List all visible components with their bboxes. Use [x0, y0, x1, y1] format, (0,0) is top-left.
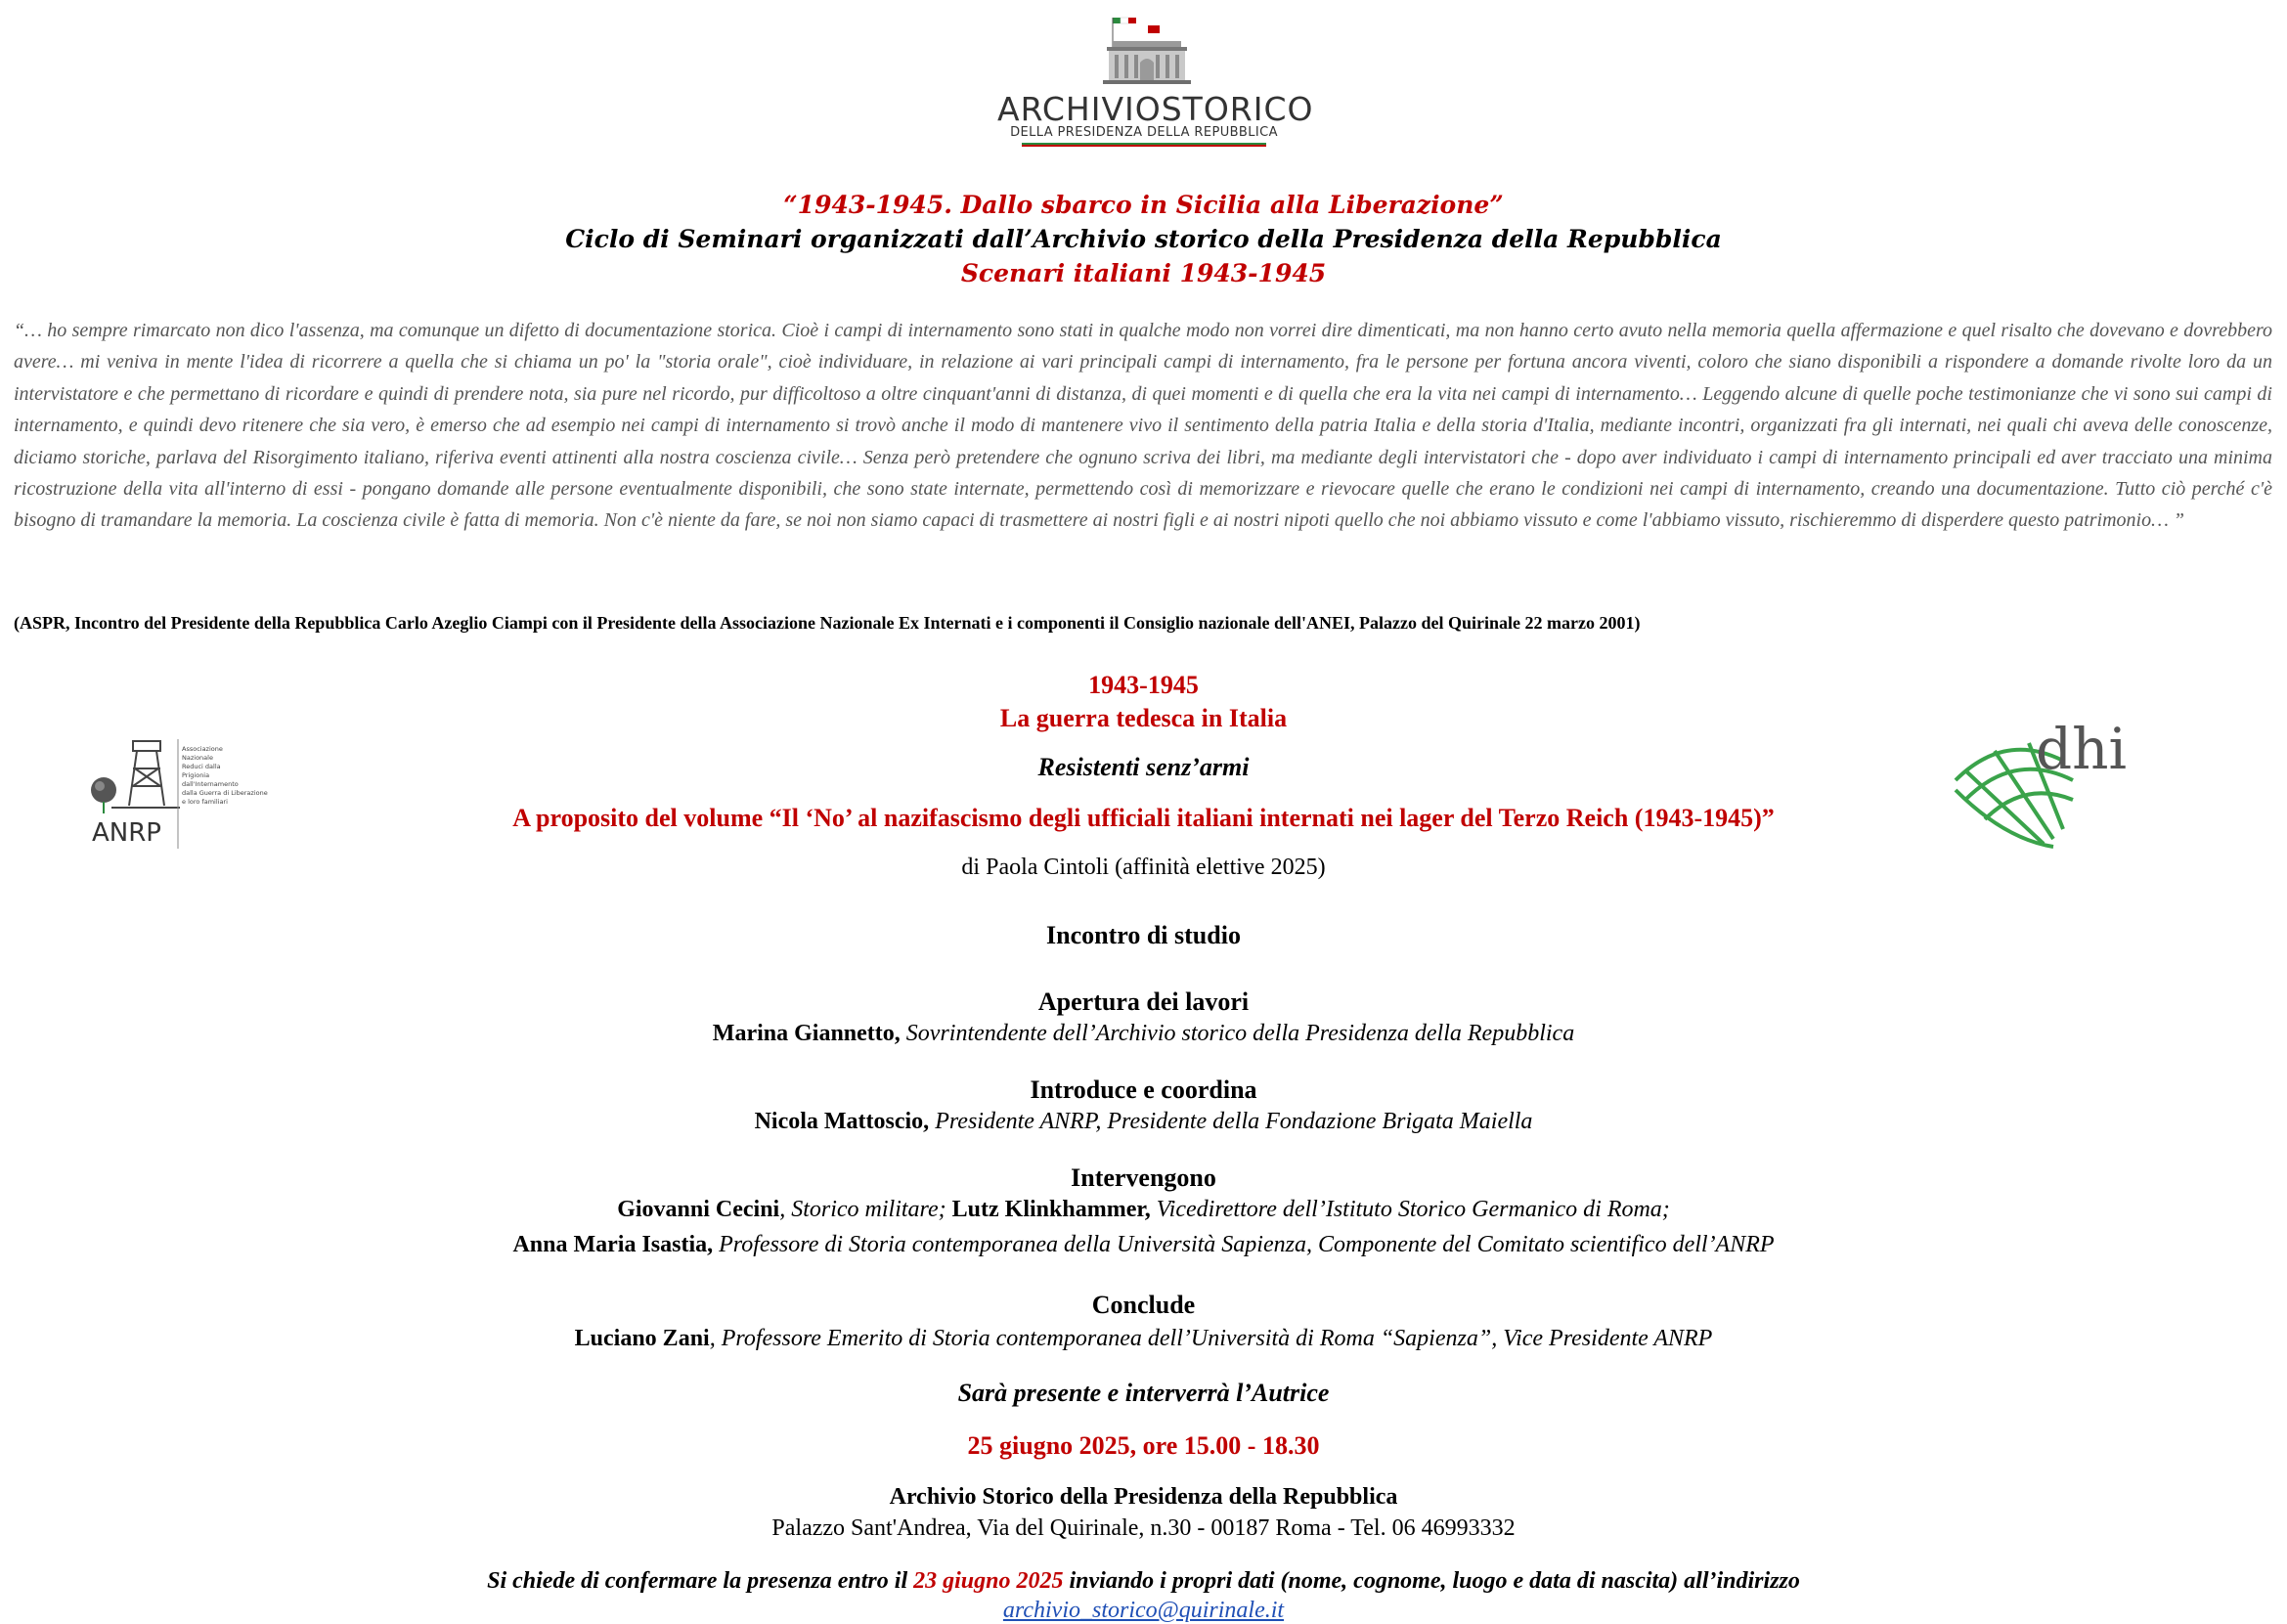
email-line: [0, 1598, 2287, 1624]
rsvp-deadline: 23 giugno 2025: [913, 1568, 1064, 1594]
email-link[interactable]: archivio_storico@quirinale.it: [1002, 1598, 1285, 1623]
closing-title: Conclude: [1091, 1291, 1196, 1319]
svg-text:dalla Guerra di Liberazione: dalla Guerra di Liberazione: [182, 789, 268, 797]
logo-subtitle: DELLA PRESIDENZA DELLA REPUBBLICA: [1010, 125, 1278, 140]
svg-text:Nazionale: Nazionale: [182, 754, 213, 762]
closing-speaker-role: , Professore Emerito di Storia contemporanea dell’Università di Roma “Sapienza”, Vice Presidente ANRP: [709, 1326, 1713, 1351]
intro-title: Introduce e coordina: [1030, 1075, 1257, 1104]
svg-text:dhi: dhi: [2036, 722, 2128, 782]
svg-text:Reduci dalla: Reduci dalla: [182, 763, 221, 770]
rsvp-text-post: inviando i propri dati (nome, cognome, luogo e data di nascita) all’indirizzo: [1063, 1568, 1800, 1594]
event-subtitle: Resistenti senz’armi: [1037, 753, 1250, 781]
svg-text:dall'Internamento: dall'Internamento: [182, 780, 239, 788]
speakers-title: Intervengono: [1071, 1163, 1216, 1192]
book-author: di Paola Cintoli (affinità elettive 2025): [961, 855, 1326, 880]
opening-title: Apertura dei lavori: [1037, 988, 1250, 1016]
event-date: 25 giugno 2025, ore 15.00 - 18.30: [967, 1431, 1320, 1460]
quote-citation: (ASPR, Incontro del Presidente della Repubblica Carlo Azeglio Ciampi con il Presidente della Associazione Nazionale Ex Internati e i componenti il Consiglio nazionale dell'ANEI, Palazzo del Quirinale 22 marzo 2001): [14, 613, 1641, 633]
speakers-line-2: [0, 1232, 2287, 1258]
intro-speaker-name: Nicola Mattoscio,: [754, 1109, 930, 1134]
speaker2-role: Vicedirettore dell’Istituto Storico Germanico di Roma;: [1150, 1197, 1670, 1222]
series-title: “1943-1945. Dallo sbarco in Sicilia alla Liberazione”: [783, 191, 1504, 219]
svg-text:ANRP: ANRP: [92, 818, 161, 848]
closing-speaker-name: Luciano Zani: [574, 1326, 710, 1351]
speaker1-name: Giovanni Cecini: [617, 1197, 780, 1222]
speaker2-name: Lutz Klinkhammer,: [946, 1197, 1151, 1222]
svg-text:Associazione: Associazione: [182, 745, 223, 753]
opening-speaker-name: Marina Giannetto,: [712, 1021, 901, 1046]
opening-line: [0, 1021, 2287, 1047]
author-note: Sarà presente e interverrà l’Autrice: [957, 1379, 1330, 1407]
logo-title: ARCHIVIOSTORICO: [997, 90, 1314, 128]
event-theme: La guerra tedesca in Italia: [999, 704, 1288, 732]
venue-address: Palazzo Sant'Andrea, Via del Quirinale, n.30 - 00187 Roma - Tel. 06 46993332: [771, 1515, 1516, 1541]
closing-line: [0, 1326, 2287, 1352]
event-type: Incontro di studio: [1046, 921, 1241, 949]
speaker3-name: Anna Maria Isastia,: [512, 1232, 714, 1257]
anrp-logo: [82, 739, 278, 855]
speakers-line-1: [0, 1197, 2287, 1223]
rsvp-line: [0, 1568, 2287, 1595]
ciampi-quote: “… ho sempre rimarcato non dico l'assenza, ma comunque un difetto di documentazione storica. Cioè i campi di internamento sono stati in qualche modo non vorrei dire dimenticati, ma non hanno certo avuto nella memoria quella affermazione e quel risalto che dovevano e dovrebbero avere… mi veniva in mente l'idea di ricorrere a quella che si chiama un po' la "storia orale", cioè individuare, in relazione ai vari principali campi di internamento, fra le persone per fortuna ancora viventi, coloro che siano disponibili a rispondere a domande rivolte loro da un intervistatore e che permettano di ricordare e quindi di prendere nota, sia pure nel ricordo, pur difficoltoso a oltre cinquant'anni di distanza, di quei momenti e di quella che era la vita nei campi di internamento… Leggendo alcune di quelle poche testimonianze che vi sono sui campi di internamento, e quindi devo ritenere che sia vero, è emerso che ad esempio nei campi di internamento si trovò anche il modo di mantenere vivo il sentimento della patria Italia e della storia d'Italia, mediante incontri, organizzati fra gli internati, nei quali chi aveva delle conoscenze, diciamo storiche, parlava del Risorgimento italiano, riferiva eventi attinenti alla nostra coscienza civile… Senza però pretendere che ognuno scriva dei libri, ma mediante degli intervistatori che - dopo aver individuato i campi di internamento principali ed aver tracciato una minima ricostruzione della vita all'interno di essi - pongano domande alle persone eventualmente disponibili, che sono state internate, permettendo così di memorizzare e rievocare quelle che erano le condizioni nei campi di internamento, creando una documentazione. Tutto ciò perché c'è bisogno di tramandare la memoria. La coscienza civile è fatta di memoria. Non c'è niente da fare, se noi non siamo capaci di trasmettere ai nostri figli e ai nostri nipoti quello che noi abbiamo vissuto e come l'abbiamo vissuto, rischieremmo di disperdere questo patrimonio… ”: [14, 320, 2272, 532]
intro-line: [0, 1109, 2287, 1135]
venue-name: Archivio Storico della Presidenza della Repubblica: [889, 1484, 1398, 1510]
speaker1-role: , Storico militare;: [779, 1197, 946, 1222]
book-title: A proposito del volume “Il ‘No’ al nazifascismo degli ufficiali italiani internati nei lager del Terzo Reich (1943-1945)”: [512, 804, 1775, 832]
series-subtitle: Ciclo di Seminari organizzati dall’Archivio storico della Presidenza della Repubblica: [565, 225, 1722, 253]
opening-speaker-role: Sovrintendente dell’Archivio storico della Presidenza della Repubblica: [905, 1021, 1575, 1046]
event-years: 1943-1945: [1088, 671, 1199, 699]
svg-text:Prigionia: Prigionia: [182, 771, 210, 779]
svg-text:e loro familiari: e loro familiari: [182, 798, 228, 806]
dhi-logo: [1946, 722, 2171, 851]
intro-speaker-role: Presidente ANRP, Presidente della Fondazione Brigata Maiella: [935, 1109, 1533, 1134]
series-name: Scenari italiani 1943-1945: [960, 259, 1327, 287]
speaker3-role: Professore di Storia contemporanea della Università Sapienza, Componente del Comitato scientifico dell’ANRP: [713, 1232, 1775, 1257]
rsvp-text-pre: Si chiede di confermare la presenza entro il: [487, 1568, 914, 1594]
